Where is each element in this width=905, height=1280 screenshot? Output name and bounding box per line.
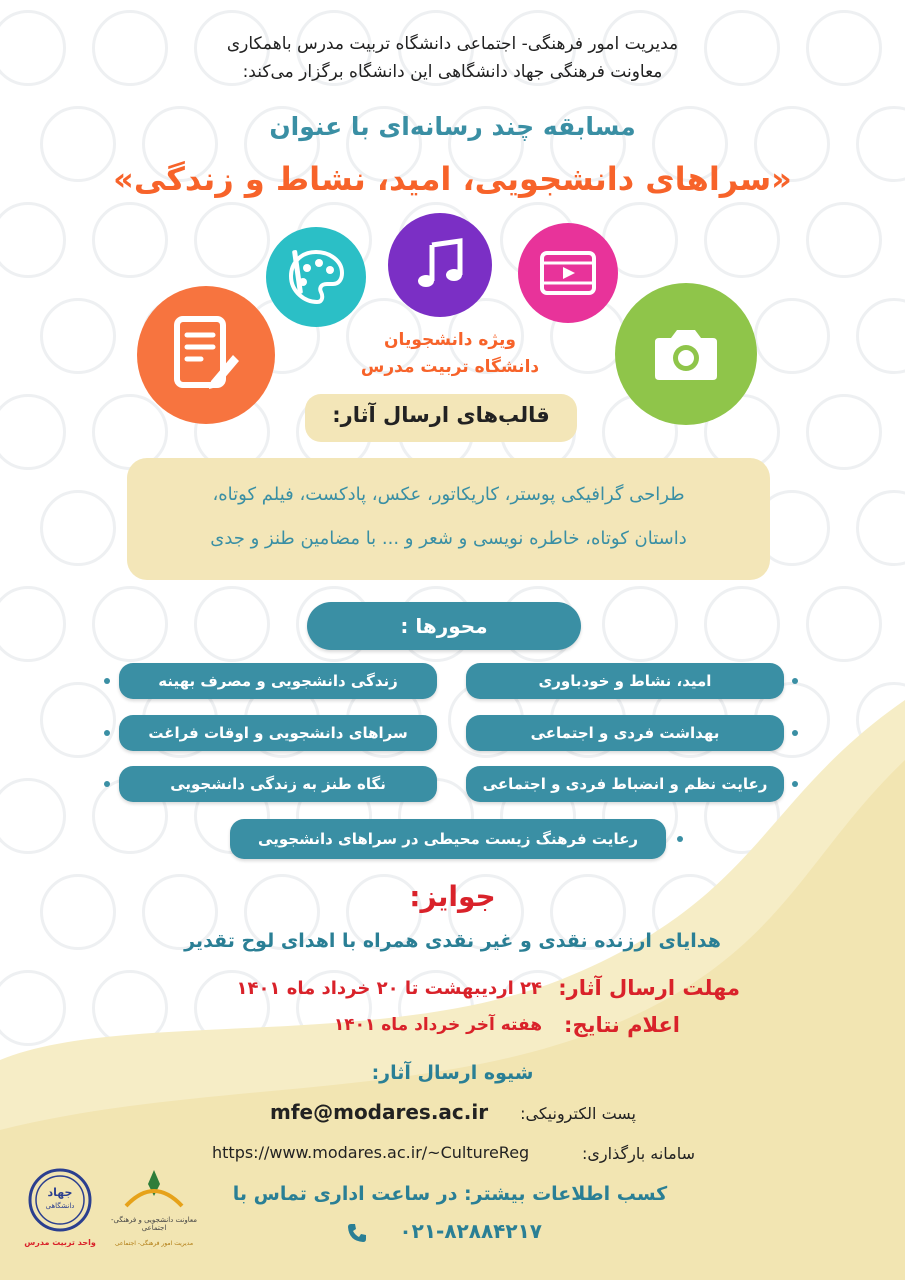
- formats-title: قالب‌های ارسال آثار:: [332, 403, 550, 427]
- jahad-emblem-icon: [24, 1166, 96, 1236]
- prizes-text: هدایای ارزنده نقدی و غیر نقدی همراه با اهدای لوح تقدیر: [184, 930, 721, 952]
- prizes-title: جوایز:: [409, 880, 496, 913]
- bullet: [792, 781, 798, 787]
- jahad-logo: [24, 1166, 96, 1256]
- modares-logo: [106, 1166, 202, 1256]
- edit-document-icon: [171, 315, 241, 395]
- theme-item-environment: رعایت فرهنگ زیست محیطی در سراهای دانشجویی: [230, 819, 666, 859]
- audience-line-1: ویژه دانشجویان: [384, 330, 516, 350]
- themes-title: محورها :: [307, 602, 581, 650]
- bullet: [792, 678, 798, 684]
- jahad-logo-title: جهاد: [47, 1186, 73, 1199]
- modares-logo-subtitle: مدیریت امور فرهنگی- اجتماعی: [114, 1240, 194, 1247]
- bullet: [104, 781, 110, 787]
- theme-item-discipline: رعایت نظم و انضباط فردی و اجتماعی: [466, 766, 784, 802]
- theme-item-leisure: سراهای دانشجویی و اوقات فراغت: [119, 715, 437, 751]
- video-circle: [518, 223, 618, 323]
- jahad-logo-unit: واحد تربیت مدرس: [24, 1238, 96, 1247]
- theme-item-consumption: زندگی دانشجویی و مصرف بهینه: [119, 663, 437, 699]
- headline-line-2: «سراهای دانشجویی، امید، نشاط و زندگی»: [113, 160, 792, 198]
- camera-circle: [615, 283, 757, 425]
- bullet: [104, 730, 110, 736]
- theme-item-hope: امید، نشاط و خودباوری: [466, 663, 784, 699]
- audience-line-2: دانشگاه تربیت مدرس: [360, 357, 540, 377]
- video-icon: [538, 249, 598, 297]
- camera-icon: [651, 326, 721, 382]
- submission-title: شیوه ارسال آثار:: [371, 1062, 534, 1084]
- results-label: اعلام نتایج:: [564, 1013, 680, 1037]
- modares-emblem-icon: [106, 1166, 202, 1214]
- deadline-value: ۲۴ اردیبهشت تا ۲۰ خرداد ماه ۱۴۰۱: [236, 978, 542, 999]
- palette-circle: [266, 227, 366, 327]
- palette-icon: [285, 246, 347, 308]
- jahad-logo-subtitle: دانشگاهی: [45, 1202, 75, 1210]
- music-circle: [388, 213, 492, 317]
- deadline-label: مهلت ارسال آثار:: [558, 976, 740, 1000]
- formats-line-2: داستان کوتاه، خاطره نویسی و شعر و ... با مضامین طنز و جدی: [210, 528, 687, 549]
- write-circle: [137, 286, 275, 424]
- email-label: پست الکترونیکی:: [520, 1104, 636, 1123]
- results-value: هفته آخر خرداد ماه ۱۴۰۱: [333, 1015, 542, 1035]
- portal-link[interactable]: https://www.modares.ac.ir/~CultureReg: [212, 1143, 530, 1162]
- music-note-icon: [412, 237, 468, 293]
- contact-phone[interactable]: ۰۲۱-۸۲۸۸۴۲۱۷: [399, 1219, 542, 1243]
- bullet: [104, 678, 110, 684]
- phone-icon: [346, 1222, 368, 1244]
- theme-item-hygiene: بهداشت فردی و اجتماعی: [466, 715, 784, 751]
- contact-title: کسب اطلاعات بیشتر: در ساعت اداری تماس با: [232, 1183, 668, 1205]
- modares-logo-title: معاونت دانشجویی و فرهنگی- اجتماعی: [111, 1216, 197, 1232]
- bullet: [677, 836, 683, 842]
- intro-line-2: معاونت فرهنگی جهاد دانشگاهی این دانشگاه برگزار می‌کند:: [242, 62, 663, 82]
- headline-line-1: مسابقه چند رسانه‌ای با عنوان: [269, 112, 636, 141]
- bullet: [792, 730, 798, 736]
- formats-line-1: طراحی گرافیکی پوستر، کاریکاتور، عکس، پادکست، فیلم کوتاه،: [212, 484, 685, 505]
- theme-item-humor: نگاه طنز به زندگی دانشجویی: [119, 766, 437, 802]
- formats-panel: [127, 458, 770, 580]
- portal-label: سامانه بارگذاری:: [582, 1144, 695, 1163]
- email-link[interactable]: mfe@modares.ac.ir: [270, 1100, 489, 1124]
- intro-line-1: مدیریت امور فرهنگی- اجتماعی دانشگاه تربیت مدرس باهمکاری: [226, 34, 679, 54]
